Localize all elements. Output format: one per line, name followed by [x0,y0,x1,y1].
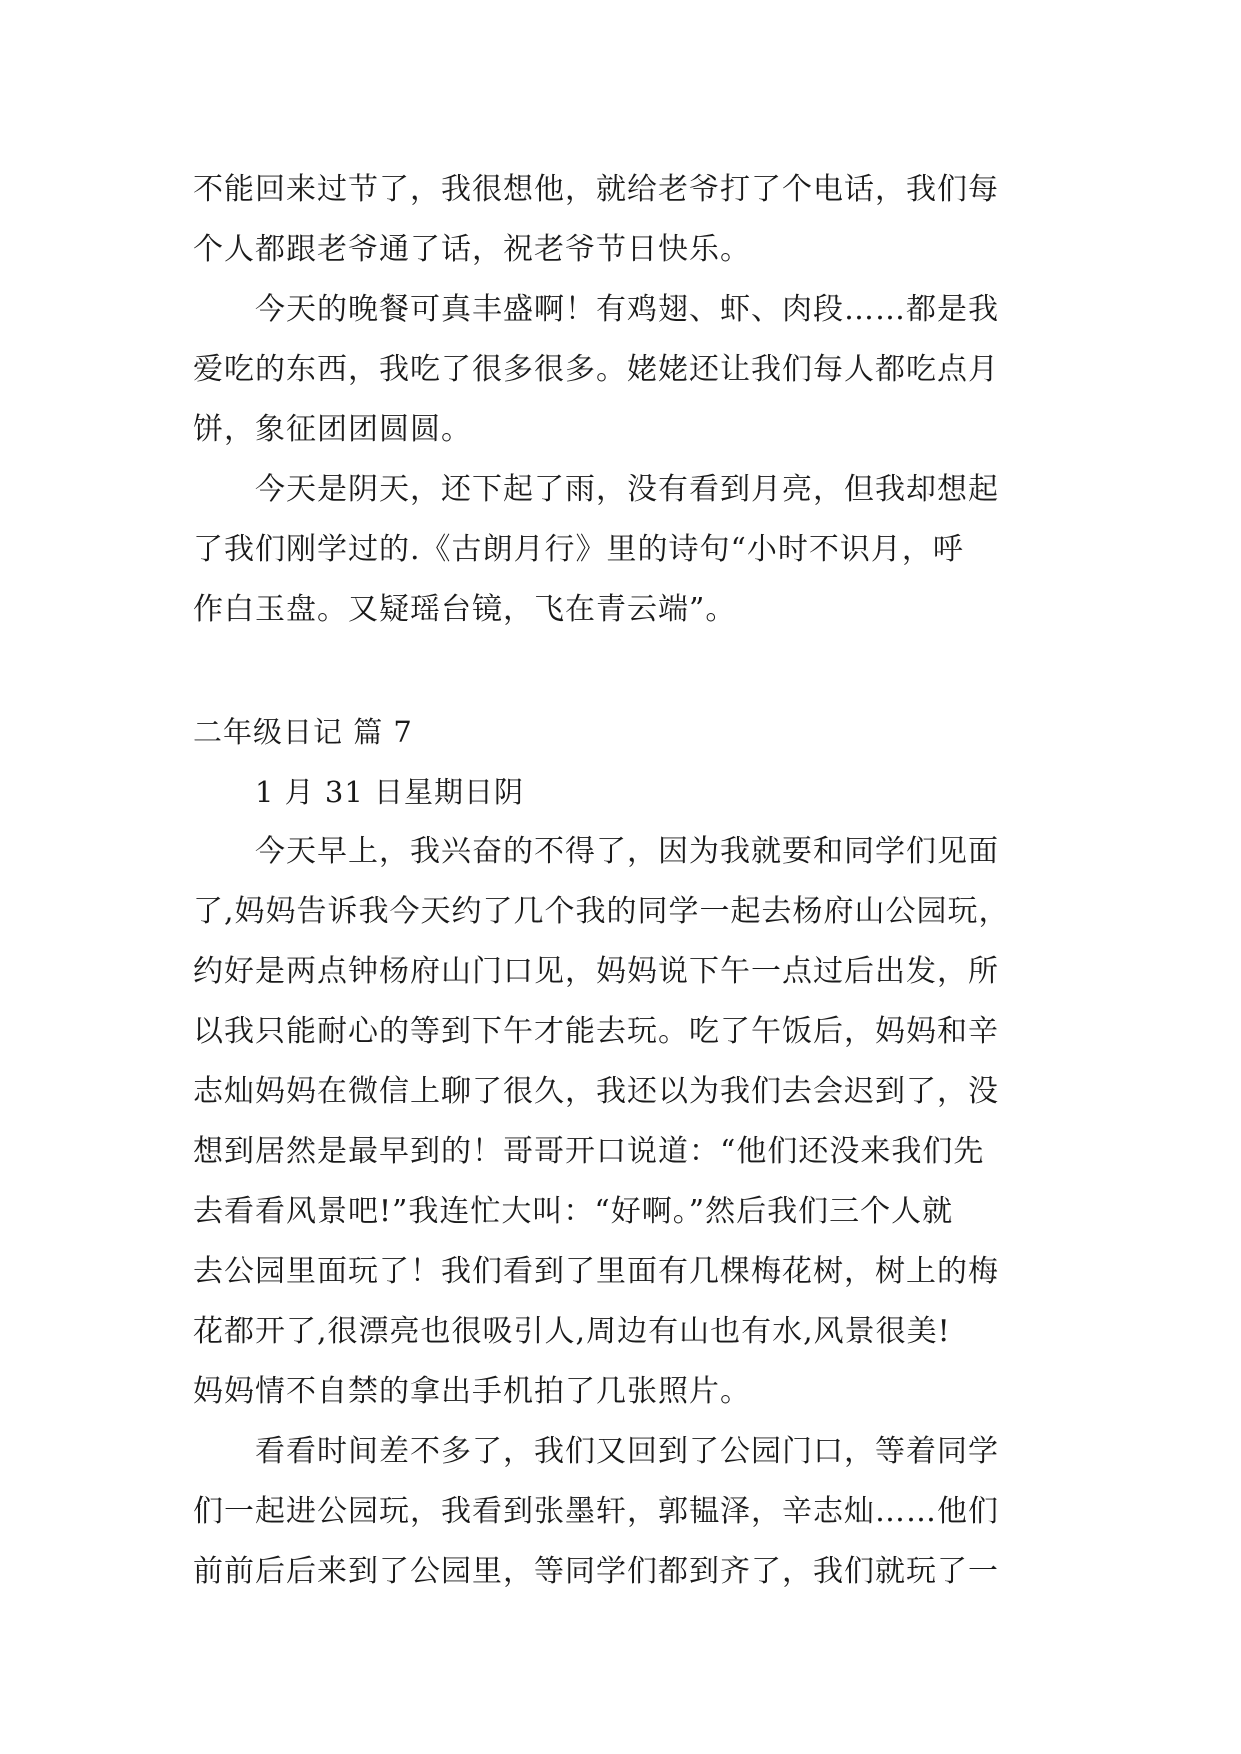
text-line: 志灿妈妈在微信上聊了很久，我还以为我们去会迟到了，没 [193,1074,999,1109]
text-line: 了我们刚学过的.《古朗月行》里的诗句“小时不识月，呼 [193,532,964,567]
text-line: 前前后后来到了公园里，等同学们都到齐了，我们就玩了一 [193,1554,999,1589]
paragraph [193,280,1053,460]
text-line: 了,妈妈告诉我今天约了几个我的同学一起去杨府山公园玩， [193,894,1010,929]
text-line: 个人都跟老爷通了话，祝老爷节日快乐。 [193,232,751,267]
text-line: 妈妈情不自禁的拿出手机拍了几张照片。 [193,1374,751,1409]
text-line: 今天的晚餐可真丰盛啊！有鸡翅、虾、肉段……都是我 [255,292,999,327]
text-line: 作白玉盘。又疑瑶台镜，飞在青云端”。 [193,592,737,627]
text-line: 约好是两点钟杨府山门口见，妈妈说下午一点过后出发，所 [193,954,999,989]
section-gap [193,640,1053,702]
document-page [193,160,1053,1602]
paragraph [193,822,1053,1422]
date-line: 1 月 31 日星期日阴 [255,775,525,809]
paragraph [193,1422,1053,1602]
text-line: 爱吃的东西，我吃了很多很多。姥姥还让我们每人都吃点月 [193,352,999,387]
text-line: 看看时间差不多了，我们又回到了公园门口，等着同学 [255,1434,999,1469]
text-line: 花都开了,很漂亮也很吸引人,周边有山也有水,风景很美! [193,1314,951,1349]
text-line: 想到居然是最早到的！哥哥开口说道：“他们还没来我们先 [193,1134,985,1169]
text-line: 去公园里面玩了！我们看到了里面有几棵梅花树，树上的梅 [193,1254,999,1289]
section-heading: 二年级日记 篇 7 [193,715,413,749]
paragraph [193,460,1053,640]
text-line: 去看看风景吧!”我连忙大叫：“好啊。”然后我们三个人就 [193,1194,954,1229]
text-line: 今天早上，我兴奋的不得了，因为我就要和同学们见面 [255,834,999,869]
text-line: 今天是阴天，还下起了雨，没有看到月亮，但我却想起 [255,472,999,507]
paragraph [193,160,1053,280]
text-line: 饼，象征团团圆圆。 [193,412,472,447]
text-line: 不能回来过节了，我很想他，就给老爷打了个电话，我们每 [193,172,999,207]
text-line: 们一起进公园玩，我看到张墨轩，郭韫泽，辛志灿……他们 [193,1494,999,1529]
text-line: 以我只能耐心的等到下午才能去玩。吃了午饭后，妈妈和辛 [193,1014,999,1049]
